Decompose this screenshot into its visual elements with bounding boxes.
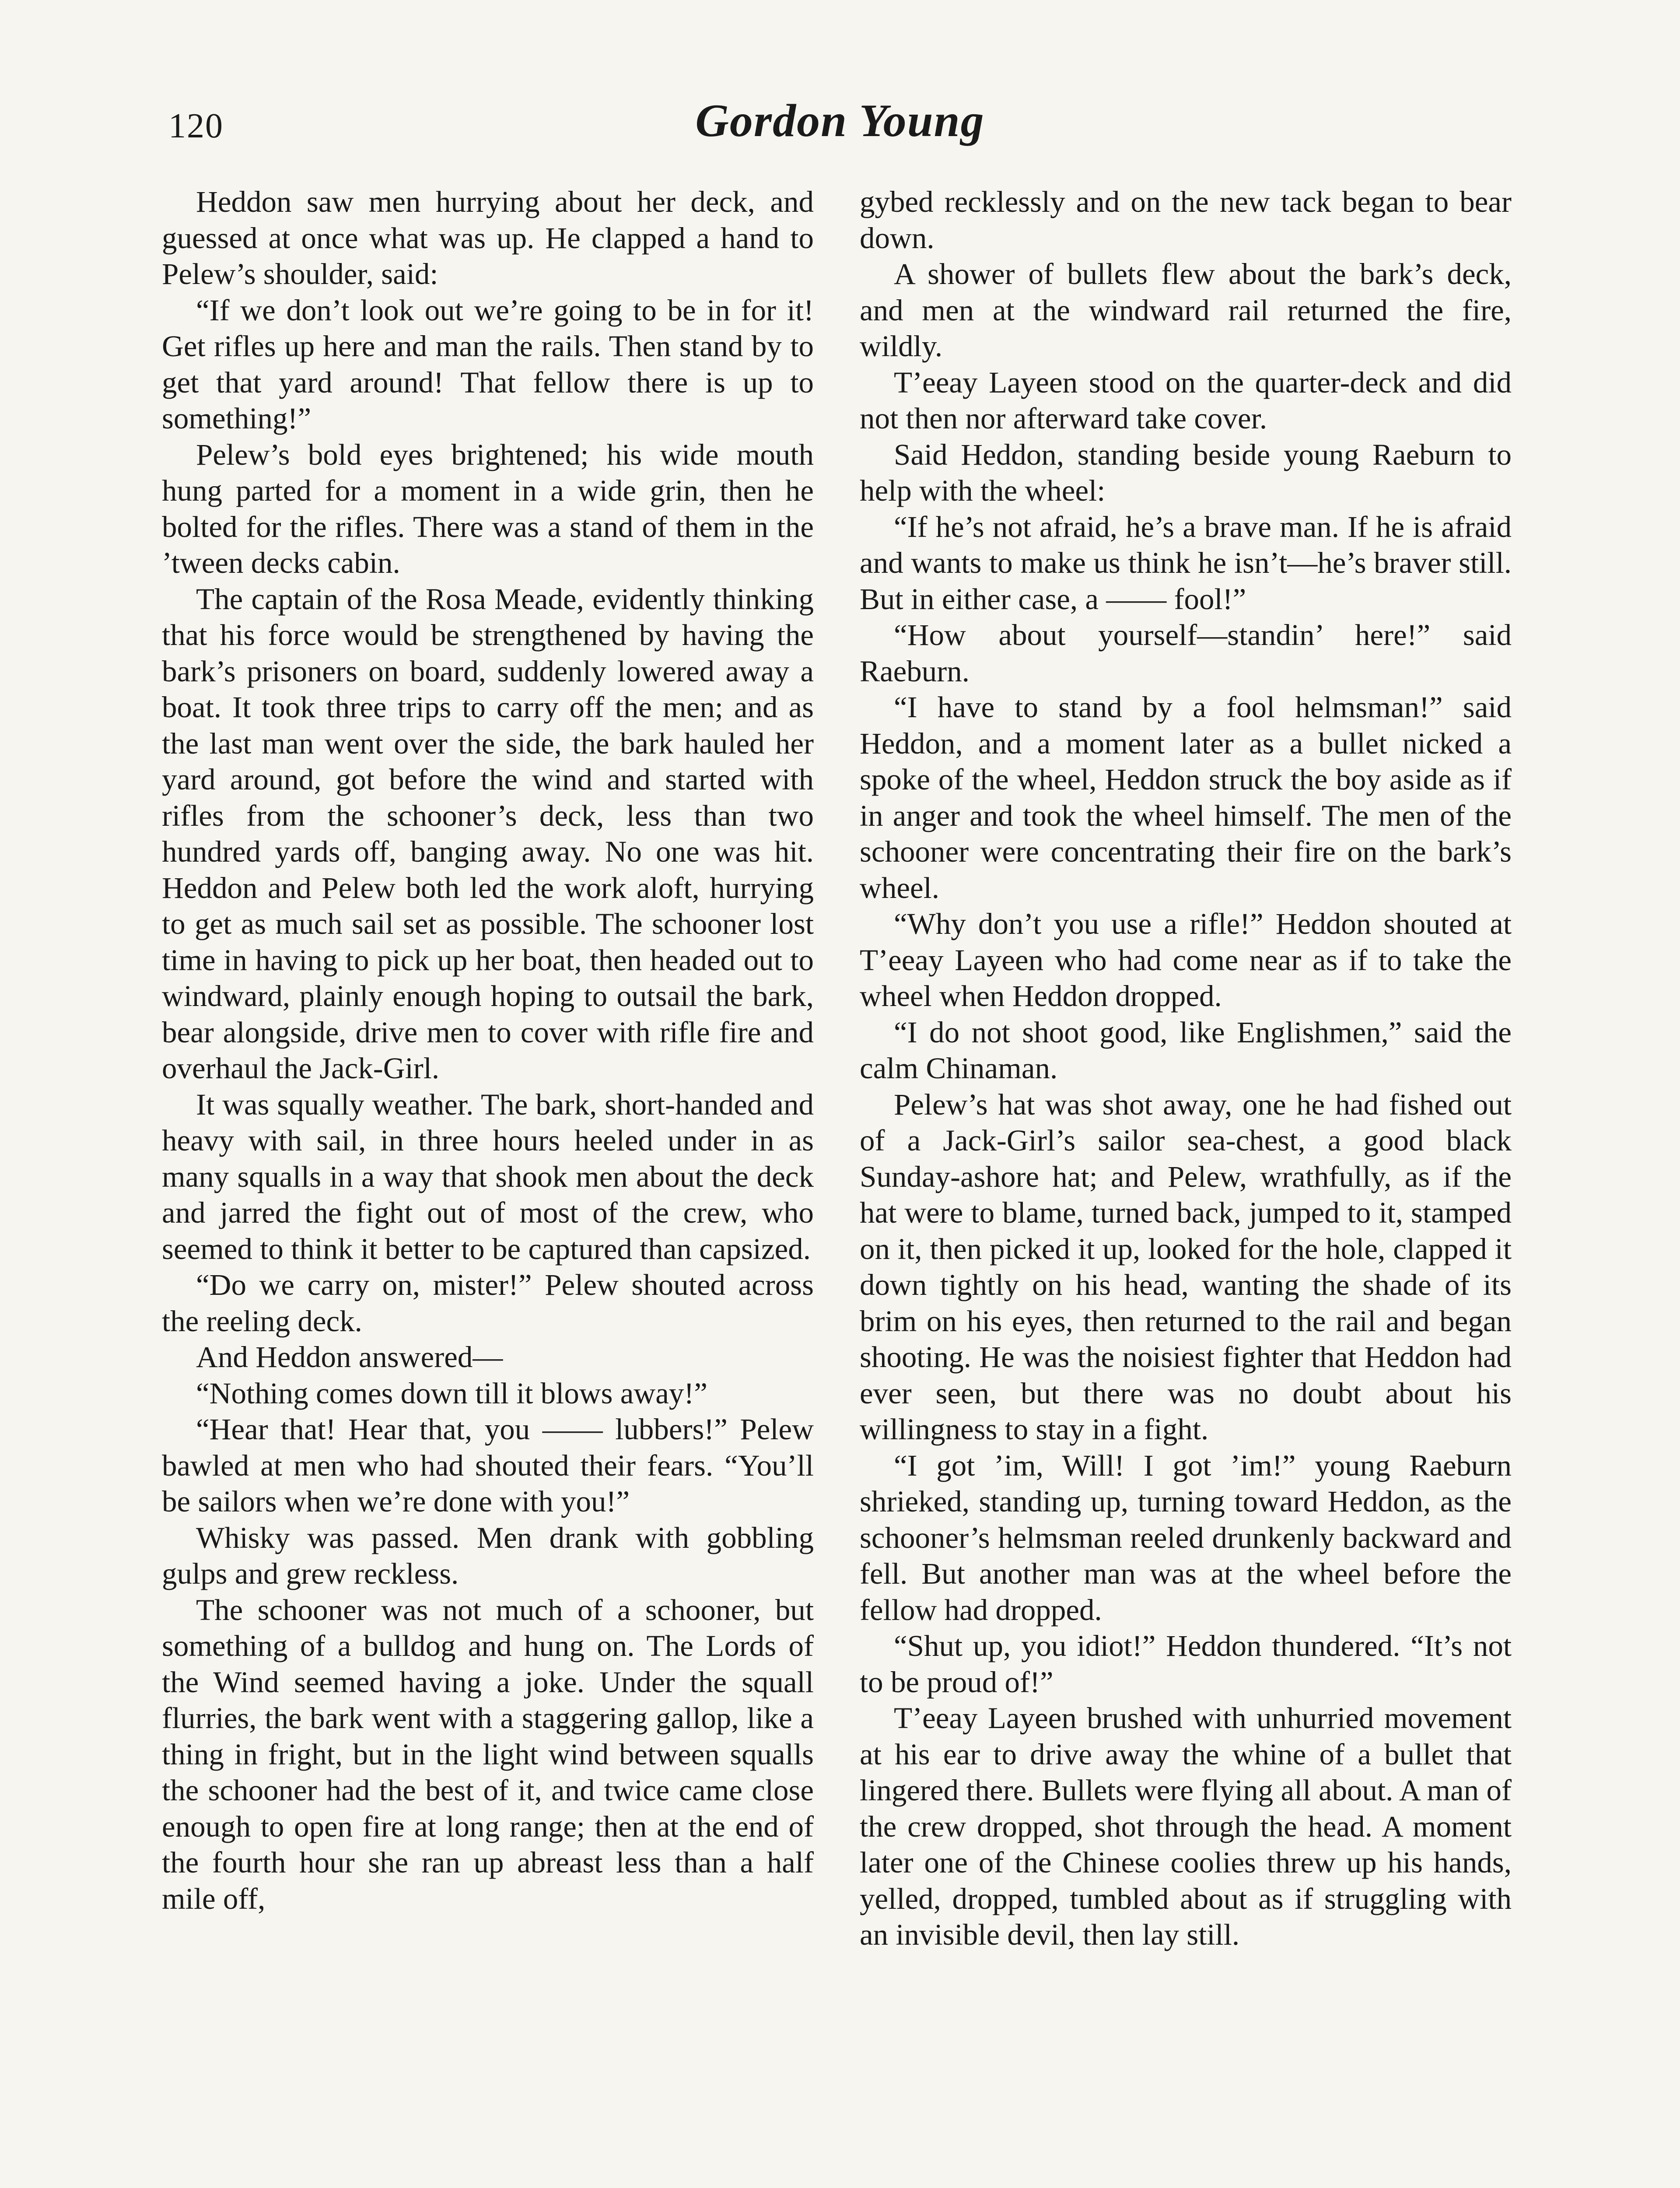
paragraph: “If we don’t look out we’re going to be in for it! Get rifles up here and man the rails. Then stand by to get that yard around! That fellow there is up to something!” xyxy=(162,293,814,435)
paragraph: “I do not shoot good, like Englishmen,” said the calm Chinaman. xyxy=(860,1015,1512,1085)
paragraph: “Shut up, you idiot!” Heddon thundered. “It’s not to be proud of!” xyxy=(860,1629,1512,1699)
paragraph: And Heddon answered— xyxy=(196,1340,503,1374)
paragraph: Said Heddon, standing beside young Raeburn to help with the wheel: xyxy=(860,438,1512,507)
paragraph: The schooner was not much of a schooner, but something of a bulldog and hung on. The Lords of the Wind seemed having a joke. Under the squall flurries, the bark went with a staggering gallop, like a thing in fright, but in the light wind between squalls the schooner had the best of it, and twice came close enough to open fire at long range; then at the end of the fourth hour she ran up abreast less than a half mile off, xyxy=(162,1593,814,1915)
paragraph: The captain of the Rosa Meade, evidently thinking that his force would be strengthened by having the bark’s prisoners on board, suddenly lowered away a boat. It took three trips to carry off the men; and as the last man went over the side, the bark hauled her yard around, got before the wind and started with rifles from the schooner’s deck, less than two hundred yards off, banging away. No one was hit. Heddon and Pelew both led the work aloft, hurrying to get as much sail set as possible. The schooner lost time in having to pick up her boat, then headed out to windward, plainly enough hoping to outsail the bark, bear alongside, drive men to cover with rifle fire and overhaul the Jack-Girl. xyxy=(162,582,814,1085)
paragraph: Pelew’s bold eyes brightened; his wide mouth hung parted for a moment in a wide grin, then he bolted for the rifles. There was a stand of them in the ’tween decks cabin. xyxy=(162,438,814,579)
paragraph: “I have to stand by a fool helmsman!” said Heddon, and a moment later as a bullet nicked a spoke of the wheel, Heddon struck the boy aside as if in anger and took the wheel himself. The men of the schooner were concentrating their fire on the bark’s wheel. xyxy=(860,691,1512,905)
paragraph: “If he’s not afraid, he’s a brave man. If he is afraid and wants to make us think he isn’t—he’s braver still. But in either case, a —— fool!” xyxy=(860,510,1512,616)
paragraph: Whisky was passed. Men drank with gobbling gulps and grew reckless. xyxy=(162,1521,814,1590)
paragraph: “Do we carry on, mister!” Pelew shouted across the reeling deck. xyxy=(162,1268,814,1338)
paragraph: A shower of bullets flew about the bark’s deck, and men at the windward rail returned the fire, wildly. xyxy=(860,257,1512,363)
left-text-column xyxy=(162,184,814,2188)
paragraph: T’eeay Layeen stood on the quarter-deck and did not then nor afterward take cover. xyxy=(860,365,1512,435)
paragraph: “Nothing comes down till it blows away!” xyxy=(196,1376,707,1410)
right-text-column xyxy=(860,184,1512,2188)
paragraph: “I got ’im, Will! I got ’im!” young Raeburn shrieked, standing up, turning toward Heddon, as the schooner’s helmsman reeled drunkenly backward and fell. But another man was at the wheel before the fellow had dropped. xyxy=(860,1448,1512,1627)
paragraph: T’eeay Layeen brushed with unhurried movement at his ear to drive away the whine of a bullet that lingered there. Bullets were flying all about. A man of the crew dropped, shot through the head. A moment later one of the Chinese coolies threw up his hands, yelled, dropped, tumbled about as if struggling with an invisible devil, then lay still. xyxy=(860,1701,1512,1951)
paragraph: “Hear that! Hear that, you —— lubbers!” Pelew bawled at men who had shouted their fears. “You’ll be sailors when we’re done with you!” xyxy=(162,1413,814,1518)
paragraph: “Why don’t you use a rifle!” Heddon shouted at T’eeay Layeen who had come near as if to take the wheel when Heddon dropped. xyxy=(860,907,1512,1013)
paragraph: “How about yourself—standin’ here!” said Raeburn. xyxy=(860,618,1512,688)
page-number: 120 xyxy=(168,107,224,145)
paragraph: It was squally weather. The bark, short-handed and heavy with sail, in three hours heeled under in as many squalls in a way that shook men about the deck and jarred the fight out of most of the crew, who seemed to think it better to be captured than capsized. xyxy=(162,1087,814,1266)
page-header xyxy=(168,94,1512,160)
paragraph: Heddon saw men hurrying about her deck, and guessed at once what was up. He clapped a hand to Pelew’s shoulder, said: xyxy=(162,185,814,291)
paragraph: Pelew’s hat was shot away, one he had fished out of a Jack-Girl’s sailor sea-chest, a good black Sunday-ashore hat; and Pelew, wrathfully, as if the hat were to blame, turned back, jumped to it, stamped on it, then picked it up, looked for the hole, clapped it down tightly on his head, wanting the shade of its brim on his eyes, then returned to the rail and began shooting. He was the noisiest fighter that Heddon had ever seen, but there was no doubt about his willingness to stay in a fight. xyxy=(860,1087,1512,1446)
running-title: Gordon Young xyxy=(695,95,985,146)
paragraph: gybed recklessly and on the new tack began to bear down. xyxy=(860,185,1512,255)
